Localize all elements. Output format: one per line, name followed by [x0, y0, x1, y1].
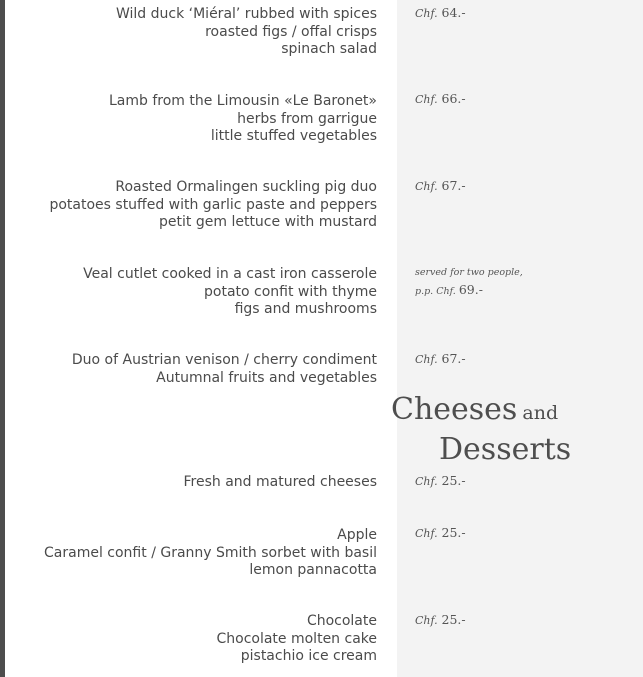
- currency-label: Chf.: [415, 7, 438, 20]
- menu-item-suckling-pig: [17, 179, 377, 232]
- price-suckling-pig: [415, 178, 466, 193]
- dish-name: Apple: [337, 527, 377, 543]
- price-amount: 25.-: [441, 612, 466, 627]
- heading-word-cheeses: Cheeses: [391, 392, 518, 427]
- heading-connector: and: [522, 402, 559, 424]
- dish-line: Chocolate molten cake: [216, 630, 377, 647]
- price-amount: 69.-: [458, 282, 483, 297]
- per-person-label: p.p. Chf.: [415, 286, 456, 297]
- left-edge-bar: [0, 0, 5, 677]
- price-amount: 64.-: [441, 5, 466, 20]
- currency-label: Chf.: [415, 93, 438, 106]
- menu-item-venison: [17, 352, 377, 387]
- dish-line: lemon pannacotta: [249, 562, 377, 578]
- serving-note: served for two people,: [415, 267, 523, 278]
- price-amount: 67.-: [441, 178, 466, 193]
- dish-name: Lamb from the Limousin «Le Baronet»: [108, 93, 377, 109]
- menu-item-chocolate: [17, 613, 377, 666]
- menu-item-wild-duck: [17, 6, 377, 59]
- price-amount: 25.-: [441, 473, 466, 488]
- per-person-price: [415, 281, 523, 300]
- currency-label: Chf.: [415, 353, 438, 366]
- dish-name: Roasted Ormalingen suckling pig duo: [115, 179, 377, 195]
- dish-line: herbs from garrigue: [237, 110, 377, 127]
- section-heading-line2: [439, 432, 571, 467]
- price-amount: 66.-: [441, 91, 466, 106]
- dish-line: Autumnal fruits and vegetables: [156, 369, 377, 386]
- price-amount: 25.-: [441, 525, 466, 540]
- section-heading-line1: [391, 392, 558, 427]
- dish-line: little stuffed vegetables: [210, 128, 377, 144]
- currency-label: Chf.: [415, 527, 438, 540]
- price-amount: 67.-: [441, 351, 466, 366]
- menu-item-veal-cutlet: [17, 266, 377, 319]
- price-veal-cutlet: [415, 264, 523, 300]
- dish-line: potato confit with thyme: [204, 283, 377, 300]
- price-wild-duck: [415, 5, 466, 20]
- menu-item-apple: [17, 527, 377, 580]
- price-cheeses: [415, 473, 466, 488]
- dish-line: roasted figs / offal crisps: [205, 23, 377, 40]
- price-venison: [415, 351, 466, 366]
- dish-line: figs and mushrooms: [234, 301, 377, 317]
- currency-label: Chf.: [415, 614, 438, 627]
- price-apple: [415, 525, 466, 540]
- price-lamb: [415, 91, 466, 106]
- dish-line: petit gem lettuce with mustard: [159, 214, 377, 230]
- price-chocolate: [415, 612, 466, 627]
- dish-name: Duo of Austrian venison / cherry condiment: [71, 352, 377, 368]
- menu-item-cheeses: [17, 474, 377, 492]
- menu-item-lamb: [17, 93, 377, 146]
- currency-label: Chf.: [415, 180, 438, 193]
- dish-name: Chocolate: [306, 613, 377, 629]
- dish-line: pistachio ice cream: [240, 648, 377, 664]
- dish-line: Caramel confit / Granny Smith sorbet with basil: [44, 544, 377, 561]
- dish-line: potatoes stuffed with garlic paste and peppers: [49, 196, 377, 213]
- dish-line: spinach salad: [281, 41, 377, 57]
- dish-name: Veal cutlet cooked in a cast iron casserole: [83, 266, 377, 282]
- currency-label: Chf.: [415, 475, 438, 488]
- heading-word-desserts: Desserts: [439, 432, 572, 467]
- dish-name: Fresh and matured cheeses: [183, 474, 377, 490]
- dish-name: Wild duck ‘Miéral’ rubbed with spices: [115, 6, 377, 22]
